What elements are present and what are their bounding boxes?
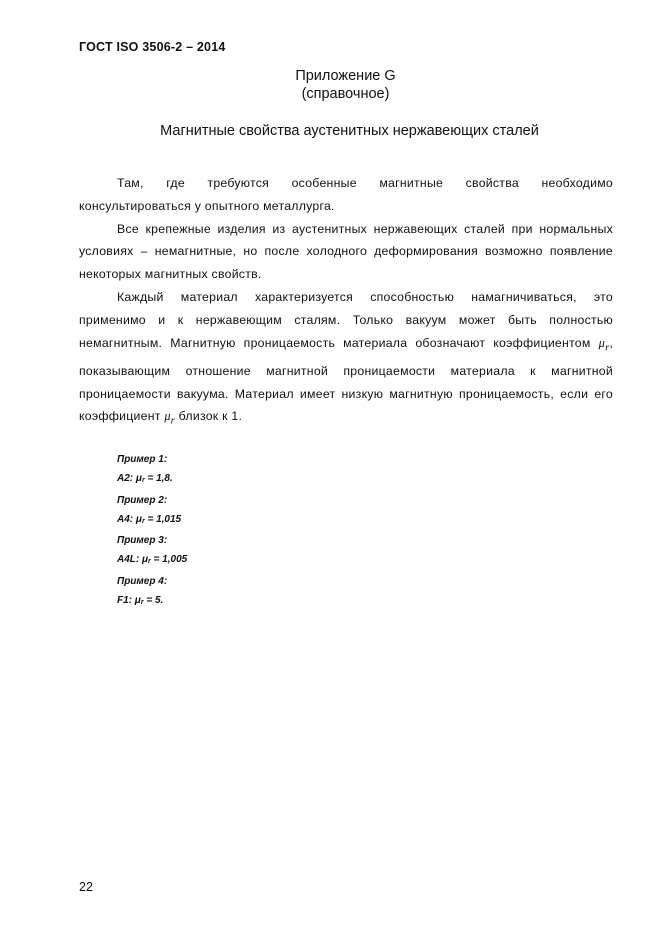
page-number: 22	[79, 880, 93, 894]
mu-subscript: r	[170, 415, 176, 427]
body-text	[79, 172, 613, 434]
examples-list	[117, 450, 187, 612]
appendix-subtitle: (справочное)	[301, 86, 390, 102]
example-3-label: Пример 3:	[117, 535, 168, 547]
example-3-value: A4L: μr = 1,005	[117, 554, 188, 566]
example-2-label: Пример 2:	[117, 494, 168, 506]
paragraph-3-part-3: близок к 1.	[175, 409, 243, 424]
mu-symbol: μ	[598, 335, 606, 350]
document-code: ГОСТ ISO 3506-2 – 2014	[79, 40, 226, 54]
paragraph-1: Там, где требуются особенные магнитные свойства необходимо консультироваться у опытного металлурга.	[79, 176, 613, 213]
appendix-title: Приложение G	[295, 68, 396, 84]
appendix-heading	[0, 67, 661, 103]
paragraph-2: Все крепежные изделия из аустенитных нержавеющих сталей при нормальных условиях – немагнитные, но после холодного деформирования возможно появление некоторых магнитных свойств.	[79, 221, 613, 282]
paragraph-3-part-2: , показывающим отношение магнитной проницаемости материала к магнитной проницаемости вакуума. Материал имеет низкую магнитную проницаемость, если его коэффициент	[79, 335, 613, 424]
mu-subscript: r	[605, 342, 610, 354]
example-4-label: Пример 4:	[117, 575, 168, 587]
example-1-value: A2: μr = 1,8.	[117, 473, 173, 485]
example-4-value: F1: μr = 5.	[117, 595, 164, 607]
mu-symbol: μ	[164, 409, 171, 424]
example-1-label: Пример 1:	[117, 454, 168, 465]
paragraph-3	[79, 286, 613, 434]
example-2-value: A4: μr = 1,015	[117, 513, 182, 525]
paragraph-3-part-1: Каждый материал характеризуется способностью намагничиваться, это применимо и к нержавеющим сталям. Только вакуум может быть полностью немагнитным. Магнитную проницаемость материала обозначают коэффициентом	[79, 289, 613, 350]
section-title: Магнитные свойства аустенитных нержавеющих сталей	[160, 123, 539, 139]
